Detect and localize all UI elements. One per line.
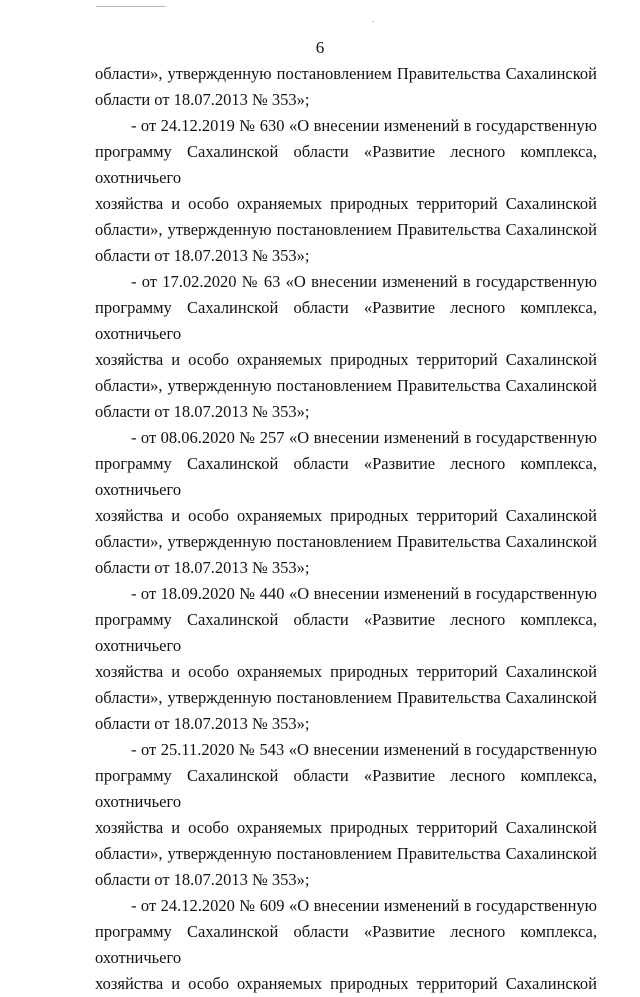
text-line: области», утвержденную постановлением Правительства Сахалинской (95, 844, 597, 863)
paragraph-list-item (95, 113, 597, 269)
text-line: - от 18.09.2020 № 440 «О внесении изменений в государственную (131, 584, 597, 603)
paragraph-list-item (95, 425, 597, 581)
text-line: - от 25.11.2020 № 543 «О внесении изменений в государственную (131, 740, 597, 759)
text-line: области», утвержденную постановлением Правительства Сахалинской (95, 532, 597, 551)
text-line: хозяйства и особо охраняемых природных территорий Сахалинской (95, 506, 597, 525)
text-line: хозяйства и особо охраняемых природных территорий Сахалинской (95, 818, 597, 837)
paragraph-list-item (95, 581, 597, 737)
document-body (95, 61, 597, 997)
text-line: программу Сахалинской области «Развитие лесного комплекса, охотничьего (95, 610, 597, 655)
paragraph-list-item (95, 737, 597, 893)
text-line: программу Сахалинской области «Развитие лесного комплекса, охотничьего (95, 766, 597, 811)
text-line: - от 08.06.2020 № 257 «О внесении изменений в государственную (131, 428, 597, 447)
text-line: области», утвержденную постановлением Правительства Сахалинской (95, 220, 597, 239)
text-line: программу Сахалинской области «Развитие лесного комплекса, охотничьего (95, 142, 597, 187)
text-line: хозяйства и особо охраняемых природных территорий Сахалинской (95, 662, 597, 681)
paragraph (95, 61, 597, 113)
text-line: хозяйства и особо охраняемых природных территорий Сахалинской (95, 974, 597, 993)
text-line: области», утвержденную постановлением Правительства Сахалинской (95, 64, 597, 83)
text-line: области от 18.07.2013 № 353»; (95, 90, 310, 109)
text-line: области от 18.07.2013 № 353»; (95, 558, 310, 577)
text-line: области от 18.07.2013 № 353»; (95, 714, 310, 733)
text-line: хозяйства и особо охраняемых природных территорий Сахалинской (95, 194, 597, 213)
text-line: хозяйства и особо охраняемых природных территорий Сахалинской (95, 350, 597, 369)
text-line: области», утвержденную постановлением Правительства Сахалинской (95, 688, 597, 707)
text-line: программу Сахалинской области «Развитие лесного комплекса, охотничьего (95, 454, 597, 499)
text-line: области от 18.07.2013 № 353»; (95, 870, 310, 889)
text-line: программу Сахалинской области «Развитие лесного комплекса, охотничьего (95, 298, 597, 343)
scan-artifact (372, 21, 374, 22)
text-line: программу Сахалинской области «Развитие лесного комплекса, охотничьего (95, 922, 597, 967)
text-line: области», утвержденную постановлением Правительства Сахалинской (95, 376, 597, 395)
page-number: 6 (315, 38, 325, 57)
scan-artifact (96, 6, 166, 7)
paragraph-list-item (95, 893, 597, 997)
text-line: - от 24.12.2019 № 630 «О внесении изменений в государственную (131, 116, 597, 135)
paragraph-list-item (95, 269, 597, 425)
text-line: области от 18.07.2013 № 353»; (95, 246, 310, 265)
text-line: области от 18.07.2013 № 353»; (95, 402, 310, 421)
text-line: - от 24.12.2020 № 609 «О внесении изменений в государственную (131, 896, 597, 915)
text-line: - от 17.02.2020 № 63 «О внесении изменений в государственную (131, 272, 597, 291)
